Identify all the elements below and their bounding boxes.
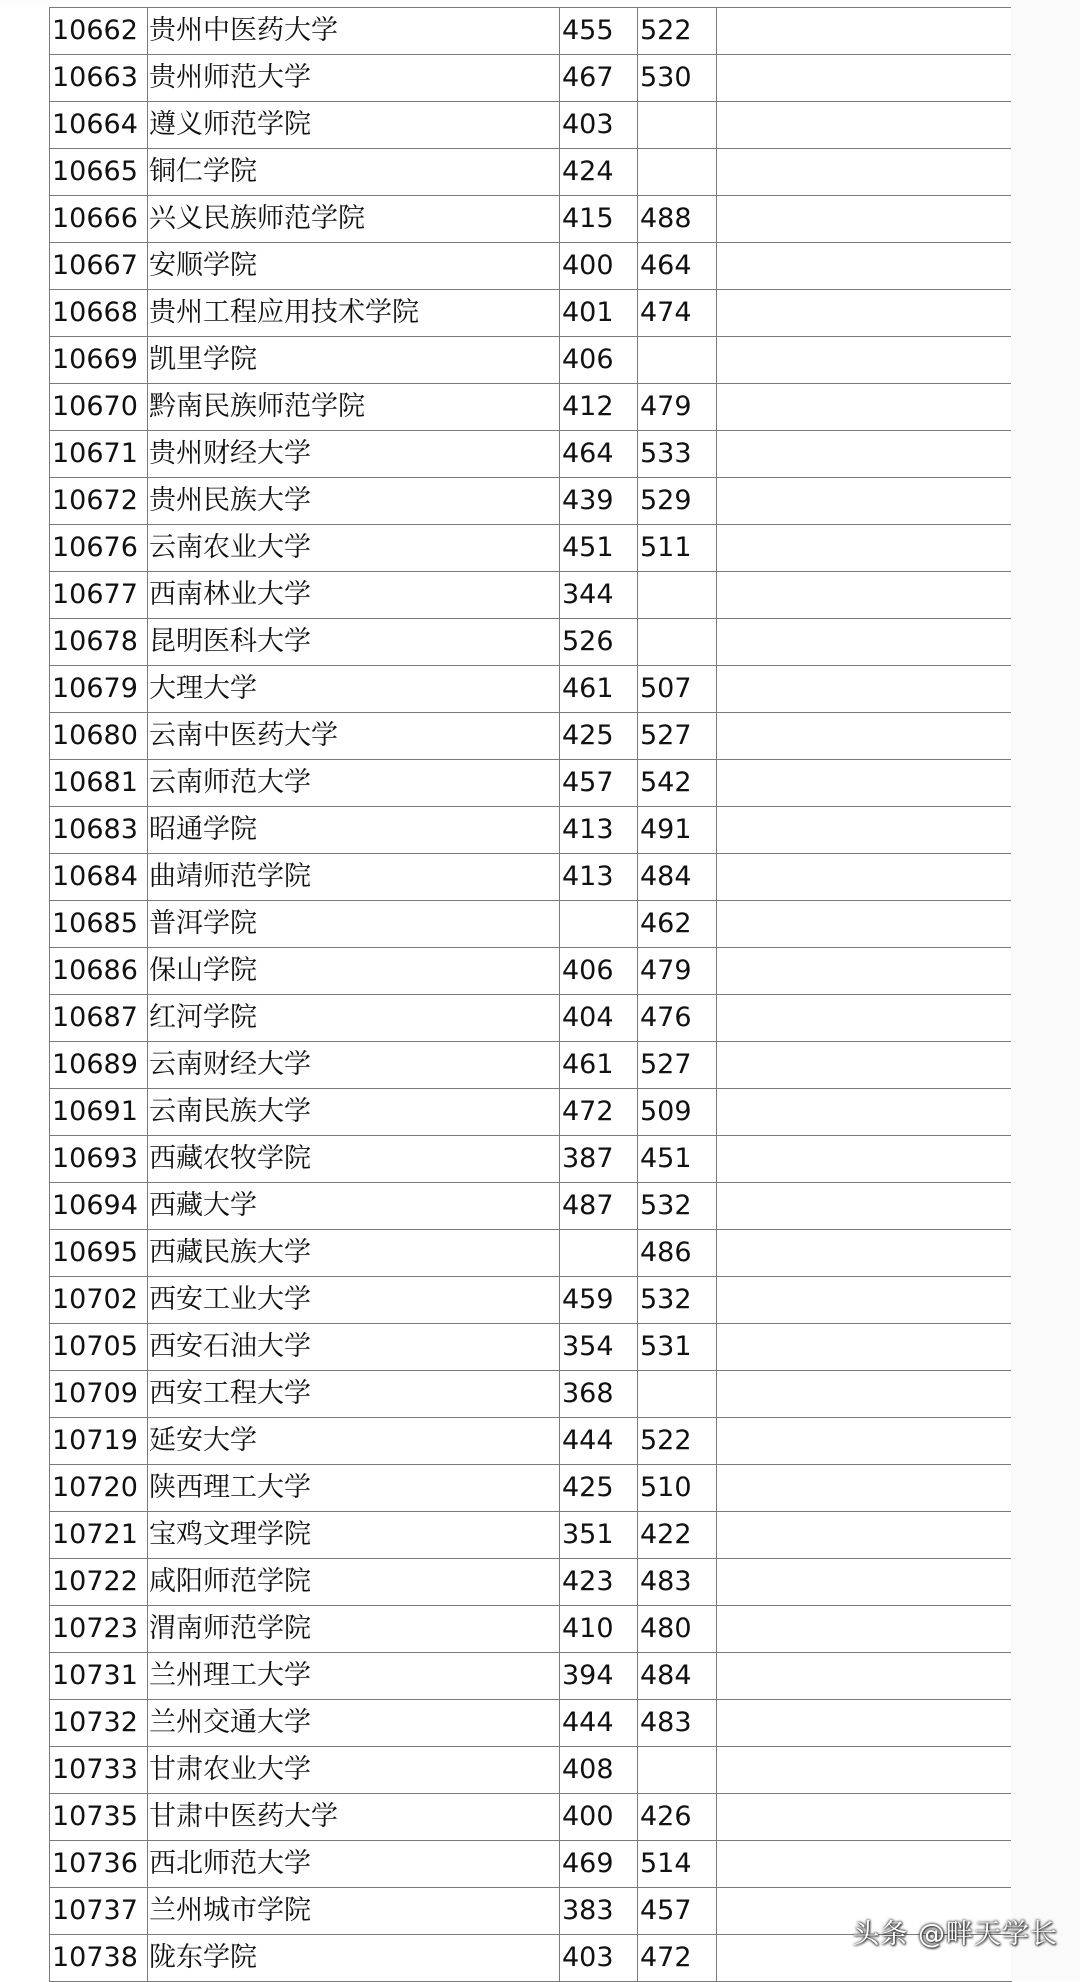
school-code-cell: 10731	[50, 1653, 148, 1700]
table-body	[50, 8, 1012, 1982]
score-1-cell: 444	[560, 1418, 638, 1465]
score-1-cell: 467	[560, 55, 638, 102]
school-code-cell: 10684	[50, 854, 148, 901]
score-1-cell: 487	[560, 1183, 638, 1230]
score-1-cell: 408	[560, 1747, 638, 1794]
score-2-cell: 491	[638, 807, 717, 854]
school-name-cell: 贵州民族大学	[148, 478, 560, 525]
score-1-cell: 387	[560, 1136, 638, 1183]
school-code-cell: 10722	[50, 1559, 148, 1606]
blank-cell	[717, 478, 1012, 525]
blank-cell	[717, 1418, 1012, 1465]
school-code-cell: 10668	[50, 290, 148, 337]
school-name-cell: 贵州师范大学	[148, 55, 560, 102]
table-row	[50, 1794, 1012, 1841]
school-code-cell: 10678	[50, 619, 148, 666]
score-2-cell: 530	[638, 55, 717, 102]
school-name-cell: 遵义师范学院	[148, 102, 560, 149]
school-code-cell: 10681	[50, 760, 148, 807]
score-1-cell: 444	[560, 1700, 638, 1747]
score-1-cell: 413	[560, 854, 638, 901]
school-code-cell: 10680	[50, 713, 148, 760]
table-row	[50, 1183, 1012, 1230]
school-name-cell: 西安工业大学	[148, 1277, 560, 1324]
score-1-cell: 406	[560, 948, 638, 995]
score-1-cell	[560, 1230, 638, 1277]
score-1-cell: 425	[560, 1465, 638, 1512]
score-1-cell: 455	[560, 8, 638, 55]
score-1-cell: 354	[560, 1324, 638, 1371]
table-row	[50, 1136, 1012, 1183]
score-2-cell	[638, 149, 717, 196]
blank-cell	[717, 1136, 1012, 1183]
school-code-cell: 10686	[50, 948, 148, 995]
table-row	[50, 666, 1012, 713]
table-row	[50, 1700, 1012, 1747]
school-name-cell: 云南农业大学	[148, 525, 560, 572]
blank-cell	[717, 149, 1012, 196]
school-name-cell: 黔南民族师范学院	[148, 384, 560, 431]
blank-cell	[717, 995, 1012, 1042]
blank-cell	[717, 1606, 1012, 1653]
school-code-cell: 10735	[50, 1794, 148, 1841]
school-code-cell: 10679	[50, 666, 148, 713]
blank-cell	[717, 431, 1012, 478]
school-name-cell: 云南师范大学	[148, 760, 560, 807]
blank-cell	[717, 8, 1012, 55]
blank-cell	[717, 1700, 1012, 1747]
score-2-cell: 484	[638, 854, 717, 901]
table-row	[50, 1371, 1012, 1418]
school-name-cell: 贵州中医药大学	[148, 8, 560, 55]
table-row	[50, 948, 1012, 995]
blank-cell	[717, 1277, 1012, 1324]
score-1-cell: 368	[560, 1371, 638, 1418]
score-2-cell: 511	[638, 525, 717, 572]
score-2-cell: 542	[638, 760, 717, 807]
school-name-cell: 兴义民族师范学院	[148, 196, 560, 243]
table-row	[50, 901, 1012, 948]
score-2-cell: 483	[638, 1559, 717, 1606]
score-1-cell: 461	[560, 666, 638, 713]
score-1-cell: 403	[560, 1935, 638, 1982]
school-name-cell: 西南林业大学	[148, 572, 560, 619]
school-name-cell: 西北师范大学	[148, 1841, 560, 1888]
table-row	[50, 1653, 1012, 1700]
table-row	[50, 1512, 1012, 1559]
score-2-cell: 476	[638, 995, 717, 1042]
score-1-cell	[560, 901, 638, 948]
school-code-cell: 10733	[50, 1747, 148, 1794]
right-margin	[1011, 0, 1080, 1981]
school-name-cell: 昆明医科大学	[148, 619, 560, 666]
score-2-cell: 522	[638, 1418, 717, 1465]
score-2-cell: 531	[638, 1324, 717, 1371]
blank-cell	[717, 55, 1012, 102]
score-1-cell: 425	[560, 713, 638, 760]
blank-cell	[717, 901, 1012, 948]
table-row	[50, 1606, 1012, 1653]
score-1-cell: 451	[560, 525, 638, 572]
score-1-cell: 472	[560, 1089, 638, 1136]
score-2-cell: 479	[638, 384, 717, 431]
score-2-cell	[638, 1371, 717, 1418]
school-name-cell: 铜仁学院	[148, 149, 560, 196]
table-row	[50, 1277, 1012, 1324]
blank-cell	[717, 1183, 1012, 1230]
score-2-cell: 533	[638, 431, 717, 478]
table-row	[50, 149, 1012, 196]
blank-cell	[717, 1747, 1012, 1794]
school-code-cell: 10723	[50, 1606, 148, 1653]
school-name-cell: 西藏民族大学	[148, 1230, 560, 1277]
table-row	[50, 243, 1012, 290]
score-1-cell: 459	[560, 1277, 638, 1324]
school-name-cell: 兰州城市学院	[148, 1888, 560, 1935]
table-row	[50, 995, 1012, 1042]
score-1-cell: 406	[560, 337, 638, 384]
blank-cell	[717, 948, 1012, 995]
school-code-cell: 10695	[50, 1230, 148, 1277]
school-name-cell: 云南财经大学	[148, 1042, 560, 1089]
score-1-cell: 394	[560, 1653, 638, 1700]
score-2-cell: 426	[638, 1794, 717, 1841]
score-2-cell	[638, 102, 717, 149]
table-row	[50, 760, 1012, 807]
school-code-cell: 10719	[50, 1418, 148, 1465]
score-1-cell: 413	[560, 807, 638, 854]
school-name-cell: 陕西理工大学	[148, 1465, 560, 1512]
table-row	[50, 1089, 1012, 1136]
school-code-cell: 10676	[50, 525, 148, 572]
table-row	[50, 1418, 1012, 1465]
blank-cell	[717, 1559, 1012, 1606]
score-2-cell: 527	[638, 713, 717, 760]
score-1-cell: 526	[560, 619, 638, 666]
score-2-cell: 464	[638, 243, 717, 290]
score-1-cell: 439	[560, 478, 638, 525]
score-2-cell: 462	[638, 901, 717, 948]
score-1-cell: 344	[560, 572, 638, 619]
score-2-cell: 451	[638, 1136, 717, 1183]
blank-cell	[717, 337, 1012, 384]
table-row	[50, 1559, 1012, 1606]
school-code-cell: 10720	[50, 1465, 148, 1512]
score-1-cell: 464	[560, 431, 638, 478]
blank-cell	[717, 619, 1012, 666]
score-1-cell: 351	[560, 1512, 638, 1559]
table-row	[50, 525, 1012, 572]
blank-cell	[717, 290, 1012, 337]
blank-cell	[717, 1371, 1012, 1418]
table-row	[50, 478, 1012, 525]
table-row	[50, 337, 1012, 384]
table-row	[50, 1324, 1012, 1371]
school-code-cell: 10721	[50, 1512, 148, 1559]
school-code-cell: 10687	[50, 995, 148, 1042]
blank-cell	[717, 384, 1012, 431]
blank-cell	[717, 1465, 1012, 1512]
score-2-cell: 483	[638, 1700, 717, 1747]
school-name-cell: 渭南师范学院	[148, 1606, 560, 1653]
score-2-cell	[638, 337, 717, 384]
school-code-cell: 10694	[50, 1183, 148, 1230]
score-table	[49, 7, 1012, 1982]
school-name-cell: 兰州理工大学	[148, 1653, 560, 1700]
score-2-cell: 527	[638, 1042, 717, 1089]
table-row	[50, 55, 1012, 102]
score-2-cell: 474	[638, 290, 717, 337]
table-row	[50, 102, 1012, 149]
score-2-cell: 532	[638, 1183, 717, 1230]
school-code-cell: 10664	[50, 102, 148, 149]
school-code-cell: 10736	[50, 1841, 148, 1888]
score-2-cell: 479	[638, 948, 717, 995]
school-name-cell: 云南民族大学	[148, 1089, 560, 1136]
score-2-cell: 484	[638, 1653, 717, 1700]
school-code-cell: 10670	[50, 384, 148, 431]
score-2-cell	[638, 1747, 717, 1794]
score-1-cell: 423	[560, 1559, 638, 1606]
score-2-cell: 510	[638, 1465, 717, 1512]
table-row	[50, 384, 1012, 431]
blank-cell	[717, 666, 1012, 713]
table-row	[50, 572, 1012, 619]
score-2-cell: 457	[638, 1888, 717, 1935]
score-2-cell: 532	[638, 1277, 717, 1324]
score-2-cell	[638, 572, 717, 619]
table-row	[50, 1230, 1012, 1277]
school-name-cell: 甘肃中医药大学	[148, 1794, 560, 1841]
table-row	[50, 1042, 1012, 1089]
school-code-cell: 10738	[50, 1935, 148, 1982]
watermark-text: 头条 @畔天学长	[852, 1919, 1058, 1950]
school-name-cell: 保山学院	[148, 948, 560, 995]
blank-cell	[717, 1653, 1012, 1700]
school-code-cell: 10665	[50, 149, 148, 196]
school-name-cell: 西安工程大学	[148, 1371, 560, 1418]
blank-cell	[717, 1512, 1012, 1559]
score-2-cell: 422	[638, 1512, 717, 1559]
school-code-cell: 10685	[50, 901, 148, 948]
school-code-cell: 10705	[50, 1324, 148, 1371]
school-name-cell: 延安大学	[148, 1418, 560, 1465]
score-2-cell: 472	[638, 1935, 717, 1982]
score-1-cell: 400	[560, 243, 638, 290]
blank-cell	[717, 807, 1012, 854]
blank-cell	[717, 854, 1012, 901]
school-code-cell: 10709	[50, 1371, 148, 1418]
school-code-cell: 10737	[50, 1888, 148, 1935]
score-table-container	[49, 7, 1011, 1982]
score-1-cell: 400	[560, 1794, 638, 1841]
score-1-cell: 403	[560, 102, 638, 149]
blank-cell	[717, 760, 1012, 807]
blank-cell	[717, 1841, 1012, 1888]
table-row	[50, 1465, 1012, 1512]
score-2-cell: 507	[638, 666, 717, 713]
blank-cell	[717, 525, 1012, 572]
score-1-cell: 469	[560, 1841, 638, 1888]
school-code-cell: 10732	[50, 1700, 148, 1747]
table-row	[50, 290, 1012, 337]
table-row	[50, 713, 1012, 760]
school-name-cell: 兰州交通大学	[148, 1700, 560, 1747]
score-1-cell: 401	[560, 290, 638, 337]
school-name-cell: 咸阳师范学院	[148, 1559, 560, 1606]
score-2-cell: 529	[638, 478, 717, 525]
school-name-cell: 安顺学院	[148, 243, 560, 290]
score-1-cell: 404	[560, 995, 638, 1042]
school-name-cell: 甘肃农业大学	[148, 1747, 560, 1794]
school-code-cell: 10691	[50, 1089, 148, 1136]
school-code-cell: 10702	[50, 1277, 148, 1324]
school-code-cell: 10666	[50, 196, 148, 243]
school-name-cell: 凯里学院	[148, 337, 560, 384]
school-code-cell: 10671	[50, 431, 148, 478]
score-2-cell: 522	[638, 8, 717, 55]
school-name-cell: 西安石油大学	[148, 1324, 560, 1371]
table-row	[50, 196, 1012, 243]
blank-cell	[717, 1089, 1012, 1136]
school-code-cell: 10669	[50, 337, 148, 384]
school-code-cell: 10689	[50, 1042, 148, 1089]
school-code-cell: 10667	[50, 243, 148, 290]
score-1-cell: 457	[560, 760, 638, 807]
school-code-cell: 10663	[50, 55, 148, 102]
table-row	[50, 431, 1012, 478]
blank-cell	[717, 572, 1012, 619]
blank-cell	[717, 1230, 1012, 1277]
school-name-cell: 普洱学院	[148, 901, 560, 948]
table-row	[50, 807, 1012, 854]
score-1-cell: 415	[560, 196, 638, 243]
school-name-cell: 西藏农牧学院	[148, 1136, 560, 1183]
school-code-cell: 10662	[50, 8, 148, 55]
school-name-cell: 陇东学院	[148, 1935, 560, 1982]
table-row	[50, 619, 1012, 666]
table-row	[50, 8, 1012, 55]
school-name-cell: 贵州工程应用技术学院	[148, 290, 560, 337]
score-1-cell: 383	[560, 1888, 638, 1935]
school-name-cell: 宝鸡文理学院	[148, 1512, 560, 1559]
table-row	[50, 1841, 1012, 1888]
school-name-cell: 昭通学院	[148, 807, 560, 854]
blank-cell	[717, 713, 1012, 760]
score-1-cell: 424	[560, 149, 638, 196]
blank-cell	[717, 196, 1012, 243]
blank-cell	[717, 1042, 1012, 1089]
school-name-cell: 西藏大学	[148, 1183, 560, 1230]
score-2-cell: 509	[638, 1089, 717, 1136]
school-name-cell: 红河学院	[148, 995, 560, 1042]
score-2-cell: 488	[638, 196, 717, 243]
score-2-cell: 480	[638, 1606, 717, 1653]
blank-cell	[717, 102, 1012, 149]
school-name-cell: 云南中医药大学	[148, 713, 560, 760]
score-1-cell: 410	[560, 1606, 638, 1653]
top-edge	[0, 0, 1080, 7]
blank-cell	[717, 1794, 1012, 1841]
school-name-cell: 曲靖师范学院	[148, 854, 560, 901]
score-2-cell: 514	[638, 1841, 717, 1888]
school-code-cell: 10693	[50, 1136, 148, 1183]
score-1-cell: 412	[560, 384, 638, 431]
school-code-cell: 10683	[50, 807, 148, 854]
blank-cell	[717, 243, 1012, 290]
school-name-cell: 大理大学	[148, 666, 560, 713]
score-2-cell	[638, 619, 717, 666]
school-code-cell: 10672	[50, 478, 148, 525]
table-row	[50, 854, 1012, 901]
school-name-cell: 贵州财经大学	[148, 431, 560, 478]
score-2-cell: 486	[638, 1230, 717, 1277]
table-row	[50, 1747, 1012, 1794]
score-1-cell: 461	[560, 1042, 638, 1089]
school-code-cell: 10677	[50, 572, 148, 619]
blank-cell	[717, 1324, 1012, 1371]
